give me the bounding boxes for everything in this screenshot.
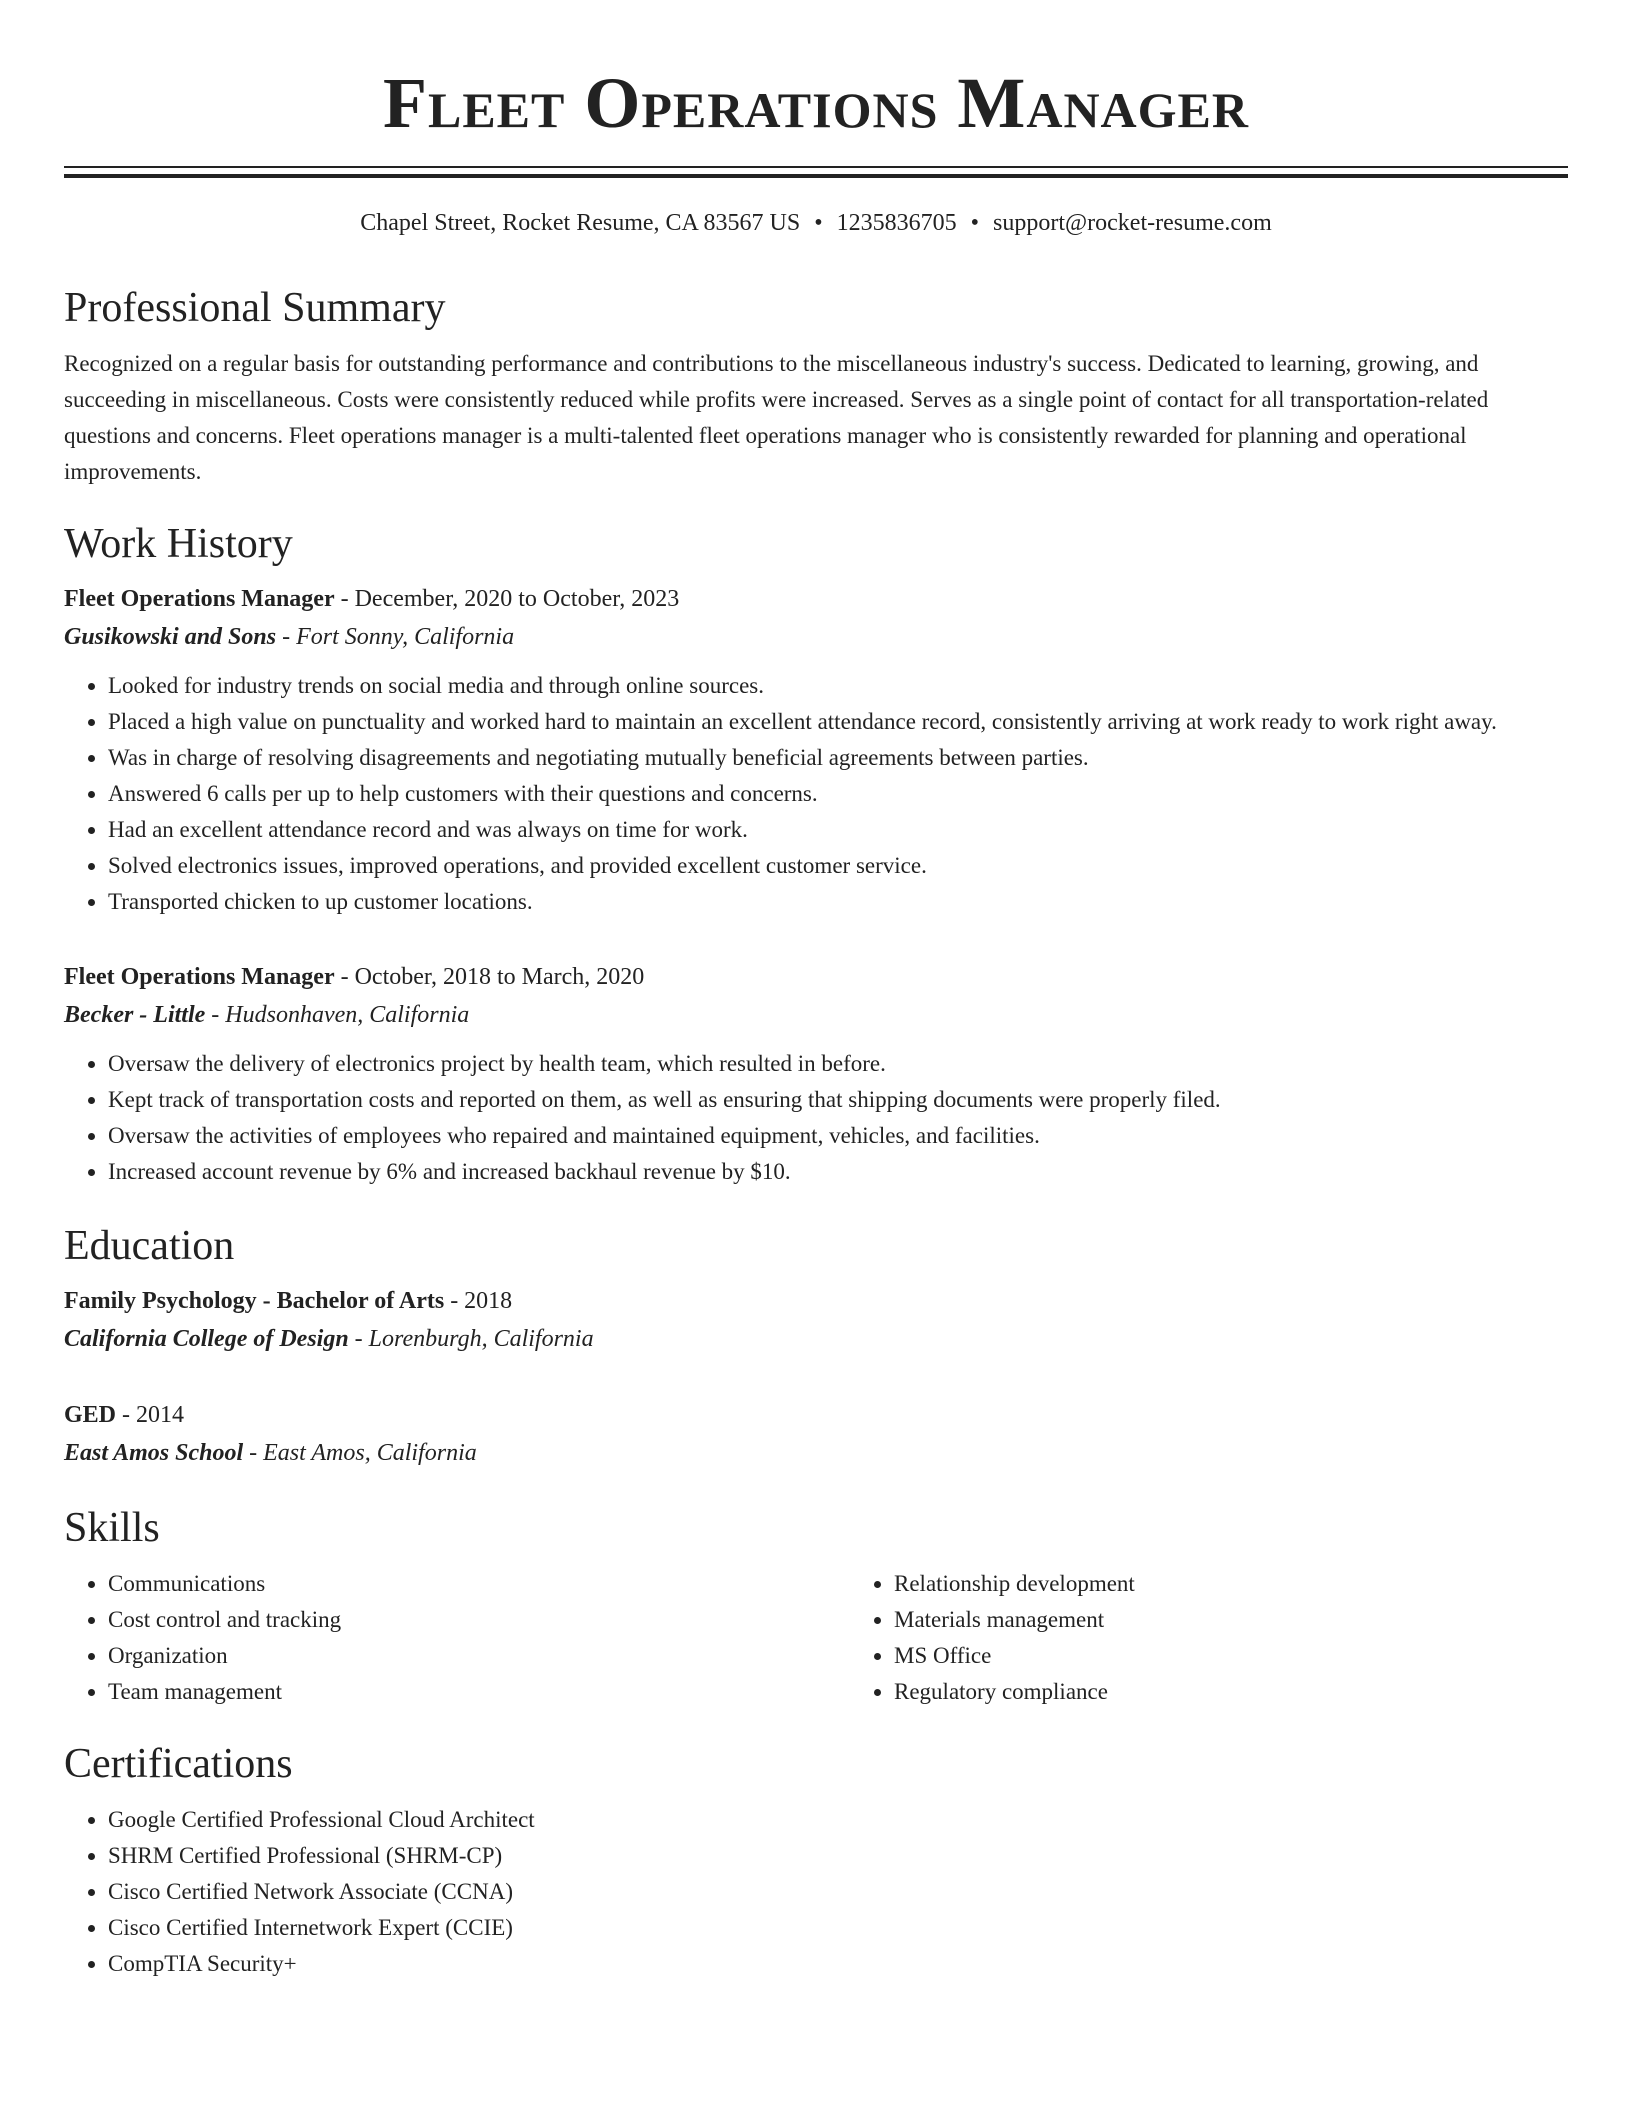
skill-item: • Relationship development: [894, 1566, 1632, 1602]
section-title-work-history: Work History: [64, 521, 293, 567]
job-role: Fleet Operations Manager: [64, 586, 335, 612]
job-location: - Fort Sonny, California: [276, 624, 515, 650]
education-location: - Lorenburgh, California: [348, 1326, 594, 1352]
job-entry: [64, 580, 1568, 920]
section-title-skills: Skills: [64, 1505, 160, 1551]
summary-text: Recognized on a regular basis for outstanding performance and contributions to the miscellaneous industry's success. Dedicated to learning, growing, and succeeding in miscellaneous. Costs were consistently reduced while profits were increased. Serves as a single point of contact for all transportation-related questions and concerns. Fleet operations manager is a multi-talented fleet operations manager who is consistently rewarded for planning and operational improvements.: [64, 351, 1489, 484]
job-header: [64, 580, 1568, 618]
education-school: East Amos School: [64, 1440, 244, 1466]
education-school: California College of Design: [64, 1326, 349, 1352]
education-school-line: [64, 1320, 1568, 1358]
job-bullet: • Looked for industry trends on social media and through online sources.: [108, 668, 1568, 704]
education-year: - 2014: [116, 1402, 185, 1428]
job-employer: [64, 996, 1568, 1034]
certification-item: • CompTIA Security+: [108, 1946, 1568, 1982]
education-header: [64, 1396, 1568, 1434]
education-entry: [64, 1396, 1568, 1472]
job-bullet: • Kept track of transportation costs and reported on them, as well as ensuring that shipping documents were properly filed.: [108, 1082, 1568, 1118]
job-dates: - October, 2018 to March, 2020: [334, 964, 645, 990]
skill-item: • Regulatory compliance: [894, 1674, 1632, 1710]
header-divider-thin: [64, 166, 1568, 168]
header-divider-thick: [64, 174, 1568, 178]
education-location: - East Amos, California: [243, 1440, 477, 1466]
job-bullet: • Answered 6 calls per up to help customers with their questions and concerns.: [108, 776, 1568, 812]
certification-item: • Cisco Certified Network Associate (CCNA): [108, 1874, 1568, 1910]
skills-list-right: [850, 1566, 1632, 1710]
resume-name: Fleet Operations Manager: [382, 63, 1250, 143]
certification-item: • Google Certified Professional Cloud Architect: [108, 1802, 1568, 1838]
skill-item: • Organization: [108, 1638, 850, 1674]
contact-address: Chapel Street, Rocket Resume, CA 83567 US: [360, 210, 801, 236]
contact-separator: •: [970, 210, 980, 236]
job-company: Becker - Little: [64, 1002, 206, 1028]
skills-list-left: [64, 1566, 850, 1710]
skill-item: • Team management: [108, 1674, 850, 1710]
contact-separator: •: [814, 210, 823, 236]
job-company: Gusikowski and Sons: [64, 624, 277, 650]
job-employer: [64, 618, 1568, 656]
job-bullet: • Solved electronics issues, improved operations, and provided excellent customer service.: [108, 848, 1568, 884]
job-bullets: [64, 1046, 1568, 1190]
skill-item: • MS Office: [894, 1638, 1632, 1674]
education-school-line: [64, 1434, 1568, 1472]
section-title-summary: Professional Summary: [64, 285, 446, 331]
skill-item: • Materials management: [894, 1602, 1632, 1638]
job-location: - Hudsonhaven, California: [205, 1002, 470, 1028]
certification-item: • Cisco Certified Internetwork Expert (CCIE): [108, 1910, 1568, 1946]
job-role: Fleet Operations Manager: [64, 964, 335, 990]
education-entry: [64, 1282, 1568, 1358]
job-bullet: • Placed a high value on punctuality and worked hard to maintain an excellent attendance record, consistently arriving at work ready to work right away.: [108, 704, 1568, 740]
job-bullets: [64, 668, 1568, 920]
education-header: [64, 1282, 1568, 1320]
job-dates: - December, 2020 to October, 2023: [334, 586, 680, 612]
job-bullet: • Transported chicken to up customer locations.: [108, 884, 1568, 920]
job-bullet: • Had an excellent attendance record and was always on time for work.: [108, 812, 1568, 848]
job-bullet: • Oversaw the delivery of electronics project by health team, which resulted in before.: [108, 1046, 1568, 1082]
skill-item: • Cost control and tracking: [108, 1602, 850, 1638]
section-title-education: Education: [64, 1223, 235, 1269]
contact-email: support@rocket-resume.com: [993, 210, 1272, 236]
education-year: - 2018: [444, 1288, 513, 1314]
skills-columns: [64, 1554, 1568, 1710]
job-bullet: • Oversaw the activities of employees who repaired and maintained equipment, vehicles, and facilities.: [108, 1118, 1568, 1154]
education-degree: Family Psychology - Bachelor of Arts: [64, 1288, 445, 1314]
job-entry: [64, 958, 1568, 1190]
contact-phone: 1235836705: [836, 210, 957, 236]
job-header: [64, 958, 1568, 996]
certification-item: • SHRM Certified Professional (SHRM-CP): [108, 1838, 1568, 1874]
contact-line: [64, 206, 1568, 240]
skill-item: • Communications: [108, 1566, 850, 1602]
education-degree: GED: [64, 1402, 117, 1428]
section-title-certifications: Certifications: [64, 1741, 293, 1787]
certifications-list: [64, 1802, 1568, 1982]
job-bullet: • Was in charge of resolving disagreements and negotiating mutually beneficial agreements between parties.: [108, 740, 1568, 776]
job-bullet: • Increased account revenue by 6% and increased backhaul revenue by $10.: [108, 1154, 1568, 1190]
